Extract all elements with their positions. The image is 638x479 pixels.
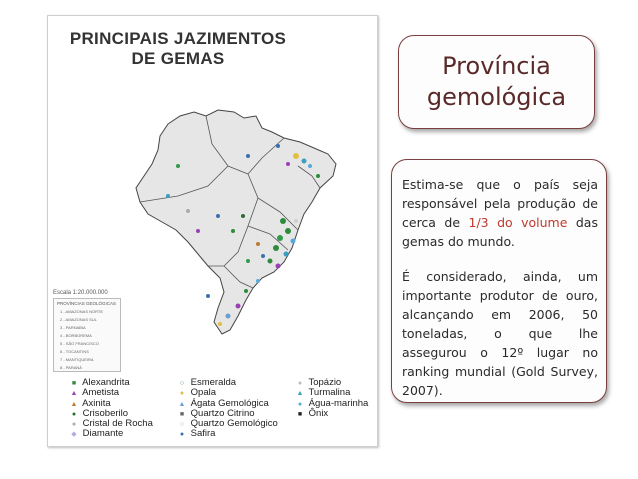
legend-symbol-icon: ● [71, 421, 77, 429]
slide-title-line2: gemológica [426, 83, 567, 111]
gem-legend [68, 378, 368, 440]
legend-item: ○ Esmeralda [176, 378, 278, 388]
province-item: 6 - TOCANTINS [60, 349, 89, 354]
province-item: 2 - AMAZONAS SUL [60, 317, 97, 322]
legend-symbol-icon: ▲ [70, 390, 78, 398]
province-item: 7 - MANTIQUEIRA [60, 357, 94, 362]
legend-column-1 [68, 378, 153, 440]
legend-symbol-icon: ○ [179, 421, 185, 429]
highlight-volume: 1/3 do volume [468, 215, 568, 230]
legend-item: ■ Alexandrita [68, 378, 153, 388]
province-item: 8 - PARANÁ [60, 365, 82, 370]
legend-item: ● Safira [176, 429, 278, 439]
legend-item: ● Crisoberilo [68, 409, 153, 419]
slide-title-line1: Província [442, 52, 551, 80]
legend-symbol-icon: ○ [179, 380, 185, 387]
brazil-outline [136, 110, 336, 334]
slide-title [427, 51, 566, 113]
gem-map-figure [47, 15, 378, 447]
legend-item: ● Água-marinha [294, 399, 368, 409]
legend-symbol-icon: ▲ [178, 400, 186, 408]
legend-item: ■ Quartzo Citrino [176, 409, 278, 419]
paragraph-gold: É considerado, ainda, um importante produtor de ouro, alcançando em 2006, 50 toneladas, o que lhe assegurou o 12º lugar no ranking mundial (Gold Survey, 2007). [402, 269, 598, 398]
paragraph-production: Estima-se que o país seja responsável pela produção de cerca de 1/3 do volume das gemas do mundo. [402, 177, 598, 249]
province-item: 1 - AMAZONAS NORTE [60, 309, 104, 314]
legend-symbol-icon: ● [297, 400, 303, 408]
legend-symbol-icon: ■ [71, 380, 77, 387]
legend-symbol-icon: ▲ [70, 400, 78, 408]
legend-symbol-icon: ● [179, 431, 185, 439]
legend-item: ▲ Ametista [68, 388, 153, 398]
legend-item: ▲ Axinita [68, 399, 153, 409]
province-item: 4 - BORBOREMA [60, 333, 92, 338]
provinces-heading: PROVÍNCIAS GEOLÓGICAS [57, 301, 117, 306]
legend-symbol-icon: ■ [297, 410, 303, 418]
legend-item: ▲ Ágata Gemológica [176, 399, 278, 409]
province-item: 3 - PARNAÍBA [60, 325, 86, 330]
legend-item: ● Topázio [294, 378, 368, 388]
legend-item: ◆ Diamante [68, 429, 153, 439]
legend-symbol-icon: ◆ [71, 431, 77, 439]
legend-item: ▲ Turmalina [294, 388, 368, 398]
legend-symbol-icon: ▲ [296, 390, 304, 398]
map-title-line2: DE GEMAS [131, 49, 225, 68]
map-scale: Escala 1:20.000.000 [53, 290, 108, 296]
legend-column-3 [294, 378, 368, 419]
legend-item: ● Cristal de Rocha [68, 419, 153, 429]
legend-item: ■ Ônix [294, 409, 368, 419]
map-title-line1: PRINCIPAIS JAZIMENTOS [69, 29, 287, 48]
legend-item: ○ Quartzo Gemológico [176, 419, 278, 429]
provinces-box [53, 298, 121, 372]
province-item: 5 - SÃO FRANCISCO [60, 341, 99, 346]
title-box [398, 35, 595, 129]
legend-column-2 [176, 378, 278, 440]
text-box [391, 159, 607, 403]
legend-symbol-icon: ● [179, 390, 185, 398]
legend-symbol-icon: ● [297, 380, 303, 387]
legend-item: ● Opala [176, 388, 278, 398]
legend-symbol-icon: ■ [179, 410, 185, 418]
legend-symbol-icon: ● [71, 410, 77, 418]
